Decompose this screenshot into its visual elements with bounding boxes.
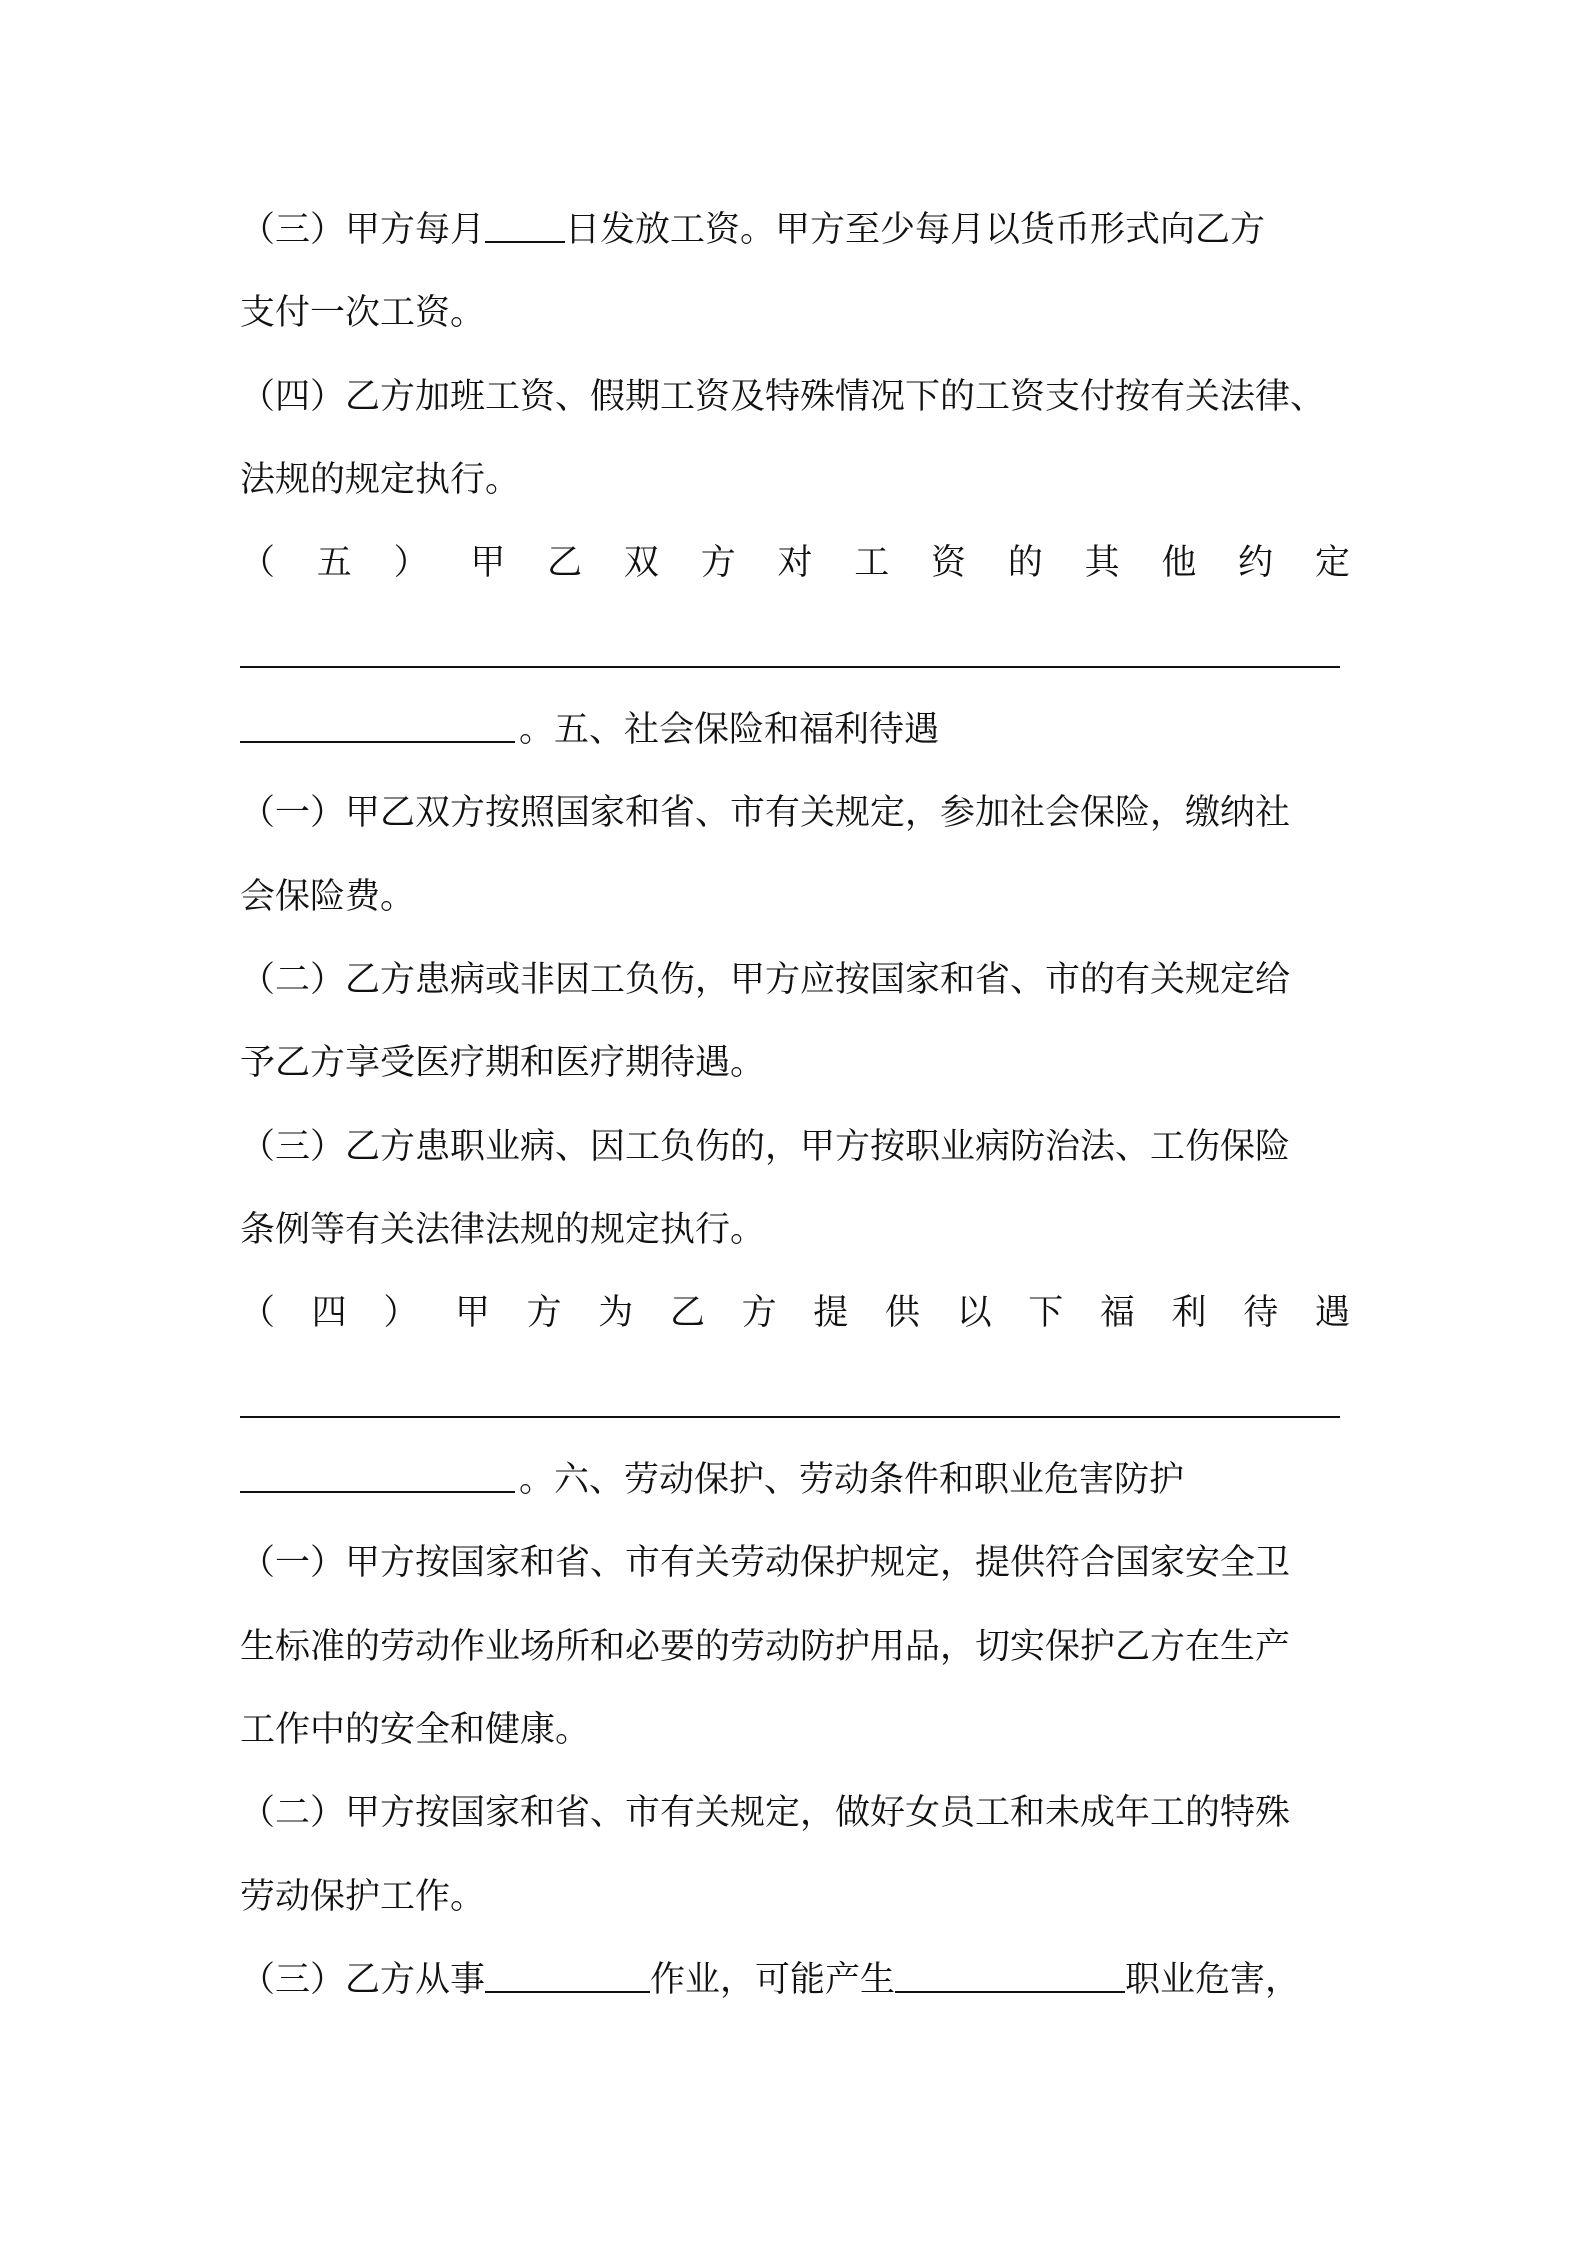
char: 对 — [777, 543, 813, 583]
body-line: 支付一次工资。 — [240, 293, 486, 333]
fill-in-rule — [240, 666, 1340, 668]
body-line: （一）甲方按国家和省、市有关劳动保护规定，提供符合国家安全卫 — [240, 1543, 1291, 1583]
char: 方 — [741, 1293, 777, 1333]
text-segment: 。五、社会保险和福利待遇 — [519, 710, 940, 750]
blank-underline — [895, 1955, 1125, 1993]
char: 提 — [813, 1293, 849, 1333]
text-segment: 职业危害， — [1125, 1960, 1301, 2000]
char: 五 — [316, 543, 352, 583]
body-line: 会保险费。 — [240, 877, 416, 917]
char: ） — [393, 543, 429, 583]
line-occupational-hazard — [240, 1955, 1355, 2005]
char: 他 — [1161, 543, 1197, 583]
char: 乙 — [547, 543, 583, 583]
char: ） — [383, 1293, 419, 1333]
char: 定 — [1314, 543, 1350, 583]
char: 工 — [854, 543, 890, 583]
char: （ — [240, 543, 276, 583]
blank-underline — [485, 1955, 650, 1993]
body-line: （一）甲乙双方按照国家和省、市有关规定，参加社会保险，缴纳社 — [240, 793, 1291, 833]
char: 的 — [1007, 543, 1043, 583]
body-line: （二）甲方按国家和省、市有关规定，做好女员工和未成年工的特殊 — [240, 1793, 1291, 1833]
line-salary-payday — [240, 205, 1355, 255]
char: 甲 — [454, 1293, 490, 1333]
text-segment: （三）乙方从事 — [240, 1960, 486, 2000]
char: 福 — [1099, 1293, 1135, 1333]
char: 下 — [1028, 1293, 1064, 1333]
char: 双 — [623, 543, 659, 583]
spread-line-welfare — [240, 1288, 1350, 1338]
char: 方 — [526, 1293, 562, 1333]
body-line: 劳动保护工作。 — [240, 1877, 486, 1917]
body-line: 条例等有关法律法规的规定执行。 — [240, 1210, 766, 1250]
char: 利 — [1171, 1293, 1207, 1333]
spread-line-other-salary-agreement — [240, 538, 1350, 588]
text-segment: 。六、劳动保护、劳动条件和职业危害防护 — [519, 1460, 1185, 1500]
char: 待 — [1243, 1293, 1279, 1333]
body-line: 予乙方享受医疗期和医疗期待遇。 — [240, 1043, 766, 1083]
fill-in-rule-short — [240, 705, 515, 743]
body-line: 生标准的劳动作业场所和必要的劳动防护用品，切实保护乙方在生产 — [240, 1627, 1291, 1667]
char: 乙 — [669, 1293, 705, 1333]
char: （ — [240, 1293, 276, 1333]
char: 资 — [931, 543, 967, 583]
text-segment: 日发放工资。甲方至少每月以货币形式向乙方 — [565, 210, 1266, 250]
char: 以 — [956, 1293, 992, 1333]
char: 四 — [311, 1293, 347, 1333]
blank-underline — [485, 205, 565, 243]
char: 其 — [1084, 543, 1120, 583]
fill-in-rule-short — [240, 1455, 515, 1493]
text-segment: 作业，可能产生 — [650, 1960, 896, 2000]
section-heading-social-insurance — [240, 705, 1355, 755]
char: 约 — [1238, 543, 1274, 583]
body-line: （三）乙方患职业病、因工负伤的，甲方按职业病防治法、工伤保险 — [240, 1127, 1291, 1167]
char: 供 — [884, 1293, 920, 1333]
body-line: 法规的规定执行。 — [240, 460, 521, 500]
section-heading-labor-protection — [240, 1455, 1355, 1505]
text-segment: （三）甲方每月 — [240, 210, 486, 250]
char: 甲 — [470, 543, 506, 583]
char: 遇 — [1314, 1293, 1350, 1333]
body-line: 工作中的安全和健康。 — [240, 1710, 591, 1750]
fill-in-rule — [240, 1416, 1340, 1418]
char: 方 — [700, 543, 736, 583]
body-line: （四）乙方加班工资、假期工资及特殊情况下的工资支付按有关法律、 — [240, 377, 1326, 417]
body-line: （二）乙方患病或非因工负伤，甲方应按国家和省、市的有关规定给 — [240, 960, 1291, 1000]
char: 为 — [598, 1293, 634, 1333]
